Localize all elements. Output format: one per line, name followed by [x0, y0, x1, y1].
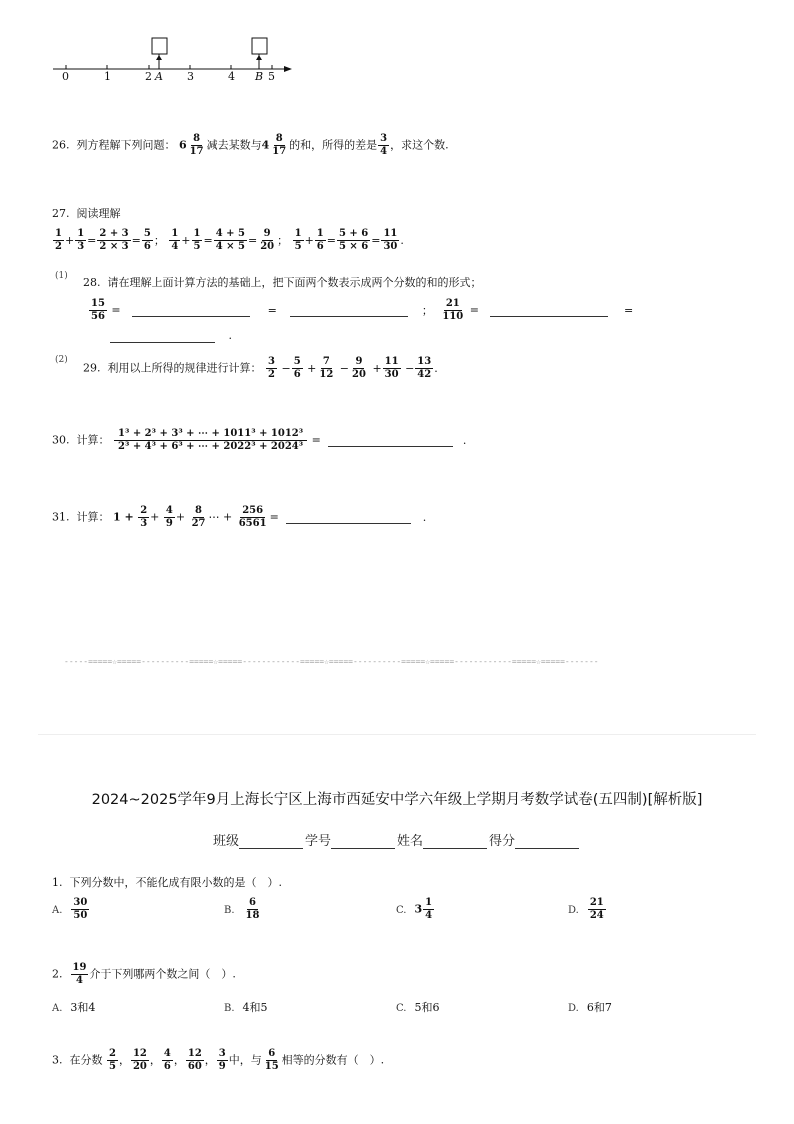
question-text: 相等的分数有（ ）. — [281, 1053, 385, 1067]
field-class-input[interactable] — [239, 835, 303, 849]
question-text: ，求这个数. — [390, 138, 449, 152]
answer-blank[interactable] — [132, 304, 250, 317]
sub-index-1: (1) — [55, 271, 68, 281]
answer-blank[interactable] — [328, 434, 453, 447]
example-2: $\frac{1}{4}$ + $\frac{1}{5}$ = $\frac{4 + 5}{4 \times 5}$ = $\frac{9}{20}$ ； — [171, 228, 289, 252]
question-text: 中，与 — [228, 1053, 262, 1067]
question-text: 介于下列哪两个数之间（ ）. — [89, 967, 236, 981]
question-number: 3. — [52, 1053, 63, 1067]
field-name-label: 姓名 — [397, 834, 424, 849]
page-separator: -----=====☆=====----------=====☆=====------------=====☆=====----------=====☆=====------------=====☆=====------- — [64, 657, 599, 666]
fraction: $\frac{8}{17}$ — [272, 133, 287, 157]
question-number: 26. — [52, 138, 70, 152]
fraction: $\frac{21}{110}$ — [442, 298, 464, 322]
question-text: 利用以上所得的规律进行计算： — [107, 361, 262, 375]
point-a-label: A — [155, 70, 163, 83]
question-number: 28. — [83, 276, 101, 289]
question-text: 列方程解下列问题： — [76, 138, 176, 152]
mc-question-1 — [52, 876, 282, 890]
mc2-option-b[interactable]: B. 4和5 — [224, 1001, 268, 1014]
page-break-line — [38, 734, 756, 735]
question-text: 阅读理解 — [76, 207, 121, 220]
question-text: 计算： — [76, 433, 110, 447]
question-30: 30. 计算： $\frac{\text{1³ + 2³ + 3³ + ⋯ + 1011³ + 1012³}}{\text{2³ + 4³ + 6³ + ⋯ + 2022³ + 2024³}}$ = . — [52, 428, 467, 452]
answer-blank[interactable] — [290, 304, 408, 317]
student-info-line — [0, 830, 794, 849]
field-class-label: 班级 — [212, 834, 239, 849]
question-number: 1. — [52, 876, 63, 889]
fraction: $\frac{8}{17}$ — [189, 133, 204, 157]
mc2-option-d[interactable]: D. 6和7 — [568, 1001, 612, 1014]
mc1-option-a[interactable]: A. $\frac{30}{50}$ — [52, 897, 88, 921]
question-text: 减去某数与 — [206, 138, 262, 152]
question-28-blank-continued: . — [110, 329, 232, 343]
fraction: $\frac{15}{56}$ — [91, 298, 105, 322]
answer-box-b[interactable] — [252, 38, 267, 54]
question-27-examples — [52, 228, 404, 253]
big-fraction: $\frac{\text{1³ + 2³ + 3³ + ⋯ + 1011³ + 1012³}}{\text{2³ + 4³ + 6³ + ⋯ + 2022³ + 2024³}}$ — [114, 428, 307, 453]
expression: $\frac{3}{2}$ − $\frac{5}{6}$ + $\frac{7}{12}$ − $\frac{9}{20}$ + $\frac{11}{30}$ − $\frac{13}{42}$ . — [268, 356, 438, 380]
question-29 — [83, 356, 438, 381]
field-score-input[interactable] — [515, 835, 579, 849]
exam-title: 2024~2025学年9月上海长宁区上海市西延安中学六年级上学期月考数学试卷(五四制)[解析版] — [91, 792, 703, 808]
mc1-option-b[interactable]: B. $\frac{6}{18}$ — [224, 897, 260, 921]
tick-label-2: 2 — [145, 70, 152, 83]
mc2-option-a[interactable]: A. 3和4 — [52, 1001, 96, 1014]
sub-index-2: (2) — [55, 355, 68, 365]
tick-label-5: 5 — [268, 70, 275, 83]
question-text: 在分数 — [69, 1053, 103, 1067]
question-text: 的和，所得的差是 — [289, 138, 378, 152]
question-31: 31. 计算： 1 + $\frac{2}{3}$ + $\frac{4}{9}$ + $\frac{8}{27}$ ⋯ + $\frac{256}{6561}$ = . — [52, 505, 427, 529]
field-score-label: 得分 — [489, 834, 516, 849]
mc1-option-c[interactable]: C. 3 $\frac{1}{4}$ — [396, 897, 433, 921]
question-26 — [52, 133, 449, 158]
question-number: 2. — [52, 967, 63, 981]
answer-box-a[interactable] — [152, 38, 167, 54]
mc-question-2 — [52, 962, 236, 987]
example-3: $\frac{1}{5}$ + $\frac{1}{6}$ = $\frac{5 + 6}{5 \times 6}$ = $\frac{11}{30}$ . — [294, 228, 404, 252]
question-text: 请在理解上面计算方法的基础上，把下面两个数表示成两个分数的和的形式； — [107, 276, 482, 289]
question-number: 27. — [52, 207, 70, 220]
mc1-option-d[interactable]: D. $\frac{21}{24}$ — [568, 897, 604, 921]
mixed-whole: 4 — [261, 138, 270, 152]
answer-blank[interactable] — [490, 304, 608, 317]
fraction: $\frac{3}{4}$ — [380, 133, 388, 157]
question-number: 30. — [52, 433, 70, 447]
field-name-input[interactable] — [423, 835, 487, 849]
mc2-option-c[interactable]: C. 5和6 — [396, 1001, 440, 1014]
question-28 — [83, 276, 482, 290]
question-text: 计算： — [76, 510, 110, 524]
tick-label-0: 0 — [62, 70, 69, 83]
answer-blank[interactable] — [286, 511, 411, 524]
mixed-whole: 6 — [179, 138, 187, 152]
tick-label-1: 1 — [104, 70, 111, 83]
answer-blank[interactable] — [110, 330, 215, 343]
question-number: 31. — [52, 510, 70, 524]
tick-label-3: 3 — [187, 70, 194, 83]
mc-question-3: 3. 在分数 $\frac{2}{5}$ ， $\frac{12}{20}$ ， $\frac{4}{6}$ ， $\frac{12}{60}$ ， $\frac{3}{9}$ 中，与 $\frac{6}{15}$ 相等的分数有（ ）. — [52, 1048, 385, 1072]
question-number: 29. — [83, 361, 101, 375]
field-id-label: 学号 — [304, 834, 331, 849]
question-text: 下列分数中，不能化成有限小数的是（ ）. — [69, 876, 282, 889]
question-27-title — [52, 207, 121, 221]
point-b-label: B — [255, 70, 264, 83]
fraction: $\frac{19}{4}$ — [72, 962, 87, 986]
question-28-blanks: $\frac{15}{56}$ = = ； $\frac{21}{110}$ = = — [91, 298, 634, 322]
example-1: $\frac{1}{2}$ + $\frac{1}{3}$ = $\frac{2 + 3}{2 \times 3}$ = $\frac{5}{6}$ ； — [55, 228, 165, 252]
tick-label-4: 4 — [228, 70, 235, 83]
field-id-input[interactable] — [331, 835, 395, 849]
